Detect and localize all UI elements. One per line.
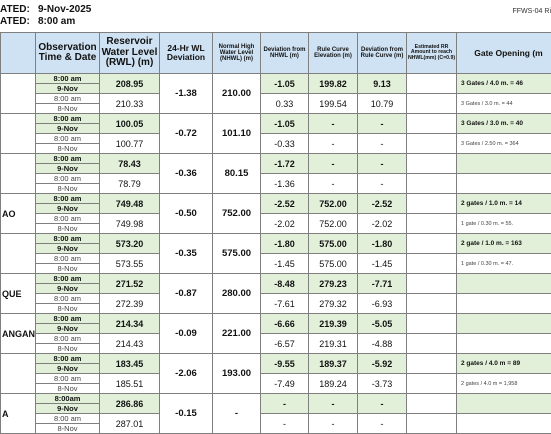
estimated-rr-previous [407, 374, 457, 394]
wl-24hr-deviation: -0.35 [160, 234, 213, 274]
rwl-previous: 100.77 [100, 134, 160, 154]
estimated-rr-current [407, 354, 457, 374]
deviation-rule-previous: -3.73 [358, 374, 407, 394]
obs-date-previous: 8-Nov [36, 184, 100, 194]
obs-date-current: 9-Nov [36, 244, 100, 254]
estimated-rr-current [407, 394, 457, 414]
gate-opening-previous: 2 gates / 4.0 m = 1,958 [457, 374, 551, 394]
table-row [1, 74, 551, 84]
rwl-previous: 272.39 [100, 294, 160, 314]
deviation-nhwl-current: -2.52 [261, 194, 309, 214]
table-row [1, 294, 551, 304]
report-code: FFWS-04 Ri [513, 8, 551, 15]
obs-time-previous: 8:00 am [36, 174, 100, 184]
deviation-rule-previous: -6.93 [358, 294, 407, 314]
obs-date-current: 9-Nov [36, 404, 100, 414]
estimated-rr-previous [407, 134, 457, 154]
table-row [1, 394, 551, 404]
rwl-previous: 210.33 [100, 94, 160, 114]
rwl-current: 78.43 [100, 154, 160, 174]
deviation-nhwl-current: -1.05 [261, 74, 309, 94]
wl-24hr-deviation: -0.87 [160, 274, 213, 314]
rwl-current: 286.86 [100, 394, 160, 414]
estimated-rr-previous [407, 214, 457, 234]
rule-curve-current: - [309, 394, 358, 414]
col-deviation-rule: Deviation from Rule Curve (m) [358, 33, 407, 74]
estimated-rr-current [407, 154, 457, 174]
deviation-rule-previous: - [358, 414, 407, 434]
nhwl-value: 575.00 [213, 234, 261, 274]
deviation-nhwl-current: -8.48 [261, 274, 309, 294]
estimated-rr-previous [407, 294, 457, 314]
obs-time-previous: 8:00 am [36, 414, 100, 424]
gate-opening-current: 2 gates / 1.0 m. = 14 [457, 194, 551, 214]
table-row [1, 254, 551, 264]
obs-date-current: 9-Nov [36, 284, 100, 294]
deviation-rule-current: 9.13 [358, 74, 407, 94]
table-row [1, 214, 551, 224]
rwl-current: 749.48 [100, 194, 160, 214]
updated-date: 9-Nov-2025 [38, 4, 91, 16]
deviation-nhwl-previous: -1.36 [261, 174, 309, 194]
wl-24hr-deviation: -0.15 [160, 394, 213, 434]
obs-date-previous: 8-Nov [36, 144, 100, 154]
obs-date-previous: 8-Nov [36, 304, 100, 314]
deviation-nhwl-current: -9.55 [261, 354, 309, 374]
gate-opening-current [457, 274, 551, 294]
wl-24hr-deviation: -0.72 [160, 114, 213, 154]
rule-curve-current: - [309, 114, 358, 134]
nhwl-value: 101.10 [213, 114, 261, 154]
rwl-current: 271.52 [100, 274, 160, 294]
obs-time-current: 8:00am [36, 394, 100, 404]
table-row [1, 134, 551, 144]
col-estimated-rr: Estimated RR Amount to reach NHWL(mm) (C=0.9) [407, 33, 457, 74]
estimated-rr-current [407, 234, 457, 254]
reservoir-name: A [1, 394, 36, 434]
nhwl-value: - [213, 394, 261, 434]
reservoir-table [0, 32, 551, 434]
table-row [1, 334, 551, 344]
reservoir-name: QUE [1, 274, 36, 314]
rwl-previous: 287.01 [100, 414, 160, 434]
reservoir-name: ANGAN [1, 314, 36, 354]
estimated-rr-previous [407, 254, 457, 274]
table-row [1, 154, 551, 164]
rule-curve-previous: - [309, 414, 358, 434]
obs-time-current: 8:00 am [36, 354, 100, 364]
table-row [1, 114, 551, 124]
wl-24hr-deviation: -2.06 [160, 354, 213, 394]
deviation-rule-previous: - [358, 174, 407, 194]
rule-curve-previous: 219.31 [309, 334, 358, 354]
rule-curve-current: - [309, 154, 358, 174]
col-name [1, 33, 36, 74]
obs-time-previous: 8:00 am [36, 254, 100, 264]
rwl-previous: 573.55 [100, 254, 160, 274]
report-header [0, 4, 91, 28]
deviation-nhwl-previous: -7.61 [261, 294, 309, 314]
table-row [1, 354, 551, 364]
gate-opening-current [457, 154, 551, 174]
gate-opening-previous [457, 334, 551, 354]
rule-curve-current: 189.37 [309, 354, 358, 374]
obs-date-previous: 8-Nov [36, 424, 100, 434]
obs-time-current: 8:00 am [36, 194, 100, 204]
obs-date-previous: 8-Nov [36, 224, 100, 234]
obs-date-previous: 8-Nov [36, 264, 100, 274]
obs-date-current: 9-Nov [36, 204, 100, 214]
updated-label: ATED: [0, 4, 38, 16]
time-label: ATED: [0, 16, 38, 28]
nhwl-value: 80.15 [213, 154, 261, 194]
gate-opening-previous: 3 Gates / 3.0 m. = 44 [457, 94, 551, 114]
deviation-nhwl-previous: - [261, 414, 309, 434]
rwl-current: 214.34 [100, 314, 160, 334]
rule-curve-previous: 575.00 [309, 254, 358, 274]
deviation-nhwl-current: -1.80 [261, 234, 309, 254]
col-gate-opening: Gate Opening (m [457, 33, 551, 74]
wl-24hr-deviation: -1.38 [160, 74, 213, 114]
rule-curve-previous: 752.00 [309, 214, 358, 234]
obs-time-previous: 8:00 am [36, 294, 100, 304]
rwl-previous: 78.79 [100, 174, 160, 194]
gate-opening-current [457, 394, 551, 414]
gate-opening-current: 2 gate / 1.0 m. = 163 [457, 234, 551, 254]
estimated-rr-previous [407, 174, 457, 194]
nhwl-value: 193.00 [213, 354, 261, 394]
obs-time-previous: 8:00 am [36, 334, 100, 344]
nhwl-value: 752.00 [213, 194, 261, 234]
table-row [1, 234, 551, 244]
rwl-current: 100.05 [100, 114, 160, 134]
deviation-rule-current: -7.71 [358, 274, 407, 294]
gate-opening-previous: 1 gate / 0.30 m. = 55. [457, 214, 551, 234]
rule-curve-current: 575.00 [309, 234, 358, 254]
reservoir-name [1, 114, 36, 154]
estimated-rr-current [407, 314, 457, 334]
obs-date-previous: 8-Nov [36, 104, 100, 114]
table-row [1, 274, 551, 284]
col-rule-curve: Rule Curve Elevation (m) [309, 33, 358, 74]
obs-date-current: 9-Nov [36, 164, 100, 174]
table-row [1, 174, 551, 184]
nhwl-value: 210.00 [213, 74, 261, 114]
obs-date-previous: 8-Nov [36, 384, 100, 394]
deviation-nhwl-previous: -7.49 [261, 374, 309, 394]
estimated-rr-current [407, 194, 457, 214]
updated-time: 8:00 am [38, 16, 75, 28]
deviation-nhwl-current: -1.05 [261, 114, 309, 134]
deviation-rule-previous: -1.45 [358, 254, 407, 274]
wl-24hr-deviation: -0.09 [160, 314, 213, 354]
deviation-rule-current: -2.52 [358, 194, 407, 214]
gate-opening-current: 3 Gates / 3.0 m. = 40 [457, 114, 551, 134]
deviation-nhwl-previous: -6.57 [261, 334, 309, 354]
deviation-rule-previous: -4.88 [358, 334, 407, 354]
deviation-rule-current: - [358, 154, 407, 174]
deviation-rule-current: - [358, 394, 407, 414]
obs-time-current: 8:00 am [36, 234, 100, 244]
obs-time-current: 8:00 am [36, 114, 100, 124]
deviation-rule-previous: - [358, 134, 407, 154]
obs-date-previous: 8-Nov [36, 344, 100, 354]
wl-24hr-deviation: -0.36 [160, 154, 213, 194]
gate-opening-current: 3 Gates / 4.0 m. = 46 [457, 74, 551, 94]
reservoir-name [1, 234, 36, 274]
obs-date-current: 9-Nov [36, 124, 100, 134]
nhwl-value: 221.00 [213, 314, 261, 354]
obs-time-previous: 8:00 am [36, 214, 100, 224]
rule-curve-previous: 199.54 [309, 94, 358, 114]
nhwl-value: 280.00 [213, 274, 261, 314]
wl-24hr-deviation: -0.50 [160, 194, 213, 234]
deviation-nhwl-previous: 0.33 [261, 94, 309, 114]
table-body [1, 74, 551, 434]
deviation-rule-current: -5.05 [358, 314, 407, 334]
deviation-nhwl-current: - [261, 394, 309, 414]
gate-opening-previous: 3 Gates / 2.50 m. = 364 [457, 134, 551, 154]
rwl-previous: 185.51 [100, 374, 160, 394]
table-row [1, 414, 551, 424]
obs-time-current: 8:00 am [36, 74, 100, 84]
table-row [1, 194, 551, 204]
col-nhwl: Normal High Water Level (NHWL) (m) [213, 33, 261, 74]
rwl-previous: 749.98 [100, 214, 160, 234]
deviation-rule-previous: -2.02 [358, 214, 407, 234]
obs-date-current: 9-Nov [36, 324, 100, 334]
reservoir-name [1, 154, 36, 194]
obs-date-current: 9-Nov [36, 364, 100, 374]
col-deviation-nhwl: Deviation from NHWL (m) [261, 33, 309, 74]
deviation-nhwl-previous: -2.02 [261, 214, 309, 234]
rule-curve-current: 752.00 [309, 194, 358, 214]
reservoir-name: AO [1, 194, 36, 234]
rule-curve-current: 199.82 [309, 74, 358, 94]
table-row [1, 94, 551, 104]
gate-opening-previous: 1 gate / 0.30 m. = 47. [457, 254, 551, 274]
rwl-previous: 214.43 [100, 334, 160, 354]
col-24hr-deviation: 24-Hr WL Deviation [160, 33, 213, 74]
deviation-nhwl-previous: -1.45 [261, 254, 309, 274]
estimated-rr-current [407, 114, 457, 134]
gate-opening-current [457, 314, 551, 334]
rule-curve-previous: 189.24 [309, 374, 358, 394]
rule-curve-previous: 279.32 [309, 294, 358, 314]
deviation-rule-current: -5.92 [358, 354, 407, 374]
deviation-rule-current: -1.80 [358, 234, 407, 254]
rule-curve-current: 279.23 [309, 274, 358, 294]
rwl-current: 573.20 [100, 234, 160, 254]
gate-opening-previous [457, 174, 551, 194]
table-row [1, 314, 551, 324]
estimated-rr-current [407, 74, 457, 94]
estimated-rr-previous [407, 94, 457, 114]
deviation-rule-current: - [358, 114, 407, 134]
rule-curve-previous: - [309, 134, 358, 154]
deviation-nhwl-current: -1.72 [261, 154, 309, 174]
col-observation: Observation Time & Date [36, 33, 100, 74]
deviation-nhwl-previous: -0.33 [261, 134, 309, 154]
col-rwl: Reservoir Water Level (RWL) (m) [100, 33, 160, 74]
reservoir-name [1, 354, 36, 394]
estimated-rr-previous [407, 334, 457, 354]
reservoir-name [1, 74, 36, 114]
rule-curve-previous: - [309, 174, 358, 194]
obs-time-previous: 8:00 am [36, 94, 100, 104]
obs-time-current: 8:00 am [36, 274, 100, 284]
obs-time-previous: 8:00 am [36, 134, 100, 144]
rwl-current: 183.45 [100, 354, 160, 374]
table-row [1, 374, 551, 384]
obs-date-current: 9-Nov [36, 84, 100, 94]
gate-opening-previous [457, 294, 551, 314]
obs-time-current: 8:00 am [36, 154, 100, 164]
rwl-current: 208.95 [100, 74, 160, 94]
deviation-rule-previous: 10.79 [358, 94, 407, 114]
gate-opening-current: 2 gates / 4.0 m = 89 [457, 354, 551, 374]
obs-time-previous: 8:00 am [36, 374, 100, 384]
estimated-rr-current [407, 274, 457, 294]
rule-curve-current: 219.39 [309, 314, 358, 334]
deviation-nhwl-current: -6.66 [261, 314, 309, 334]
obs-time-current: 8:00 am [36, 314, 100, 324]
